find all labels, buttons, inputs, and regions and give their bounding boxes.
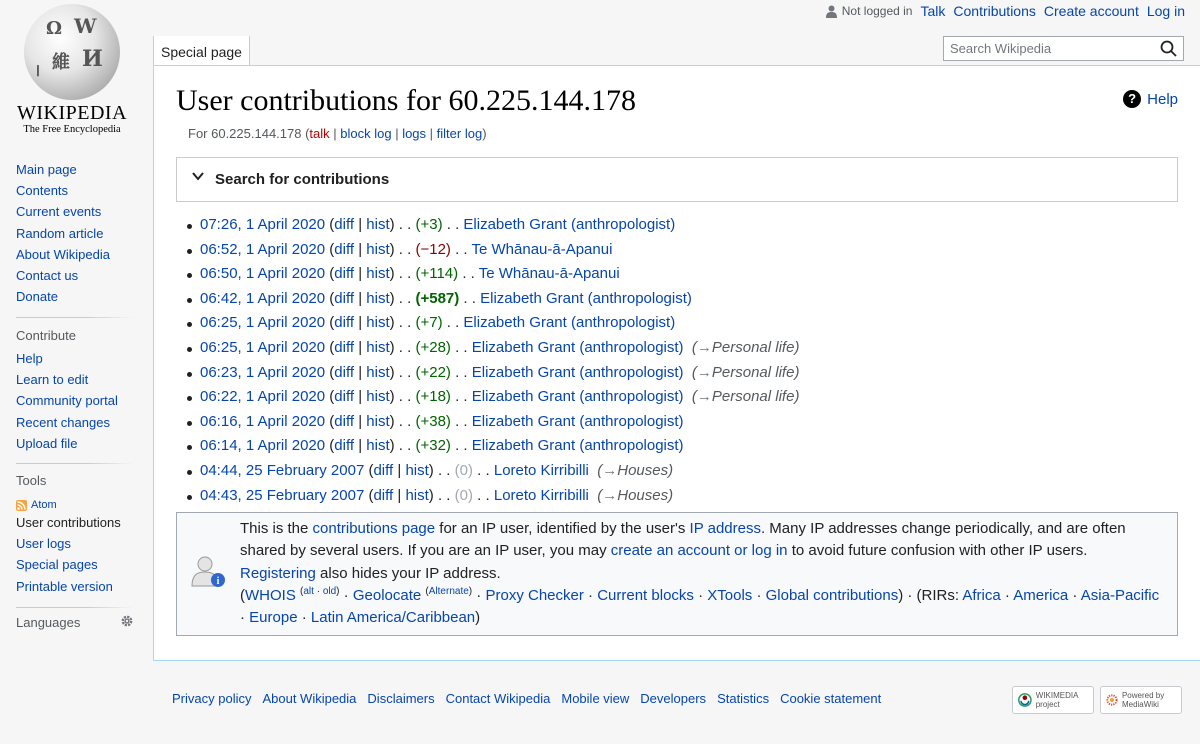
section-link[interactable]: → <box>602 461 618 479</box>
sidebar-item-atom[interactable] <box>16 497 57 513</box>
logs-link[interactable]: logs <box>402 126 427 141</box>
sidebar-item-main-page[interactable] <box>16 162 110 183</box>
help-icon: ? <box>1123 90 1141 108</box>
notice-part: to avoid future confusion with other IP users. <box>787 542 1088 560</box>
subtitle <box>188 126 487 141</box>
size-change: (+28) <box>415 338 451 356</box>
footer-link-about-wikipedia[interactable]: About Wikipedia <box>262 691 357 706</box>
section-link[interactable]: → <box>696 338 712 356</box>
edit-summary: (→Houses) <box>597 486 674 504</box>
personal-tools <box>826 3 1185 19</box>
article-link[interactable]: Elizabeth Grant (anthropologist) <box>480 289 692 307</box>
diff-link[interactable]: diff <box>334 338 355 356</box>
sidebar-item-user-logs[interactable] <box>16 536 121 557</box>
whois-alt-link[interactable]: alt <box>303 585 314 597</box>
footer-link-statistics[interactable]: Statistics <box>717 691 770 706</box>
sidebar-link[interactable]: Recent changes <box>16 414 110 430</box>
sidebar-item-user-contributions[interactable] <box>16 515 121 536</box>
mediawiki-logo-icon <box>1106 691 1118 709</box>
footer-link-cookie-statement[interactable]: Cookie statement <box>780 691 882 706</box>
sidebar-item-random-article[interactable] <box>16 226 110 247</box>
diff-link[interactable]: diff <box>373 486 394 504</box>
size-change: (−12) <box>415 240 451 258</box>
sidebar-link[interactable]: User logs <box>16 536 71 552</box>
hist-link[interactable]: hist <box>366 240 390 258</box>
sidebar-item-special-pages[interactable] <box>16 557 121 578</box>
hist-link[interactable]: hist <box>366 216 390 233</box>
sidebar-link[interactable]: Current events <box>16 204 102 220</box>
article-link[interactable]: Loreto Kirribilli <box>493 461 589 479</box>
sidebar-link[interactable]: Community portal <box>16 393 118 409</box>
footer-links <box>172 691 881 706</box>
contribution-row: 04:44, 25 February 2007 (diff | hist) . . (0) . . Loreto Kirribilli (→Houses) <box>200 459 799 484</box>
sidebar-tools <box>16 515 121 600</box>
sidebar-link[interactable]: Random article <box>16 225 104 241</box>
timestamp-link[interactable]: 06:25, 1 April 2020 <box>200 338 326 356</box>
size-change: (+7) <box>415 314 443 332</box>
size-change: (+114) <box>415 265 459 283</box>
diff-link[interactable]: diff <box>334 314 355 332</box>
diff-link[interactable]: diff <box>334 388 355 406</box>
rir-asia-pacific-link[interactable]: Asia-Pacific <box>1080 586 1160 604</box>
sidebar-link[interactable]: Main page <box>16 162 77 177</box>
sidebar-navigation <box>16 162 110 310</box>
wikipedia-logo[interactable] <box>10 4 134 134</box>
sidebar-link[interactable]: About Wikipedia <box>16 246 110 262</box>
separator-dots: . . <box>463 289 476 307</box>
powered-by-mediawiki-badge[interactable] <box>1100 686 1182 714</box>
section-name: Houses <box>617 486 669 504</box>
contribution-row: 06:50, 1 April 2020 (diff | hist) . . (+114) . . Te Whānau-ā-Apanui <box>200 262 799 287</box>
timestamp-link[interactable]: 06:16, 1 April 2020 <box>200 412 326 430</box>
size-change: (+587) <box>415 289 460 307</box>
tagline: The Free Encyclopedia <box>23 124 121 135</box>
contributions-list <box>200 213 799 508</box>
separator-dots: . . <box>398 388 412 406</box>
diff-link[interactable]: diff <box>334 216 355 233</box>
timestamp-link[interactable]: 06:42, 1 April 2020 <box>200 289 326 307</box>
search-contributions-label: Search for contributions <box>215 171 390 188</box>
log-in-link[interactable]: Log in <box>1146 3 1185 19</box>
subtitle-suffix: ) <box>482 126 487 141</box>
separator-dots: . . <box>455 437 468 455</box>
edit-summary: (→Houses) <box>597 461 674 479</box>
contribution-row: 07:26, 1 April 2020 (diff | hist) . . (+3) . . Elizabeth Grant (anthropologist) <box>200 213 799 238</box>
rir-africa-link[interactable]: Africa <box>962 586 1001 604</box>
contribution-row: 06:25, 1 April 2020 (diff | hist) . . (+28) . . Elizabeth Grant (anthropologist) (→Personal life) <box>200 336 799 361</box>
hist-link[interactable]: hist <box>366 363 390 381</box>
help-label[interactable]: Help <box>1147 90 1178 108</box>
separator-dots: . . <box>398 412 412 430</box>
wikimedia-badge-label: WIKIMEDIA project <box>1035 691 1078 709</box>
wikimedia-logo-icon <box>1018 691 1032 709</box>
block-log-link[interactable]: block log <box>340 126 392 141</box>
create-account-link[interactable]: Create account <box>1043 3 1139 19</box>
geolocate-link[interactable]: Geolocate <box>352 586 422 604</box>
contribution-row: 06:22, 1 April 2020 (diff | hist) . . (+18) . . Elizabeth Grant (anthropologist) (→Personal life) <box>200 385 799 410</box>
sidebar-item-contents[interactable] <box>16 183 110 204</box>
tab-special-page[interactable]: Special page <box>153 36 250 66</box>
svg-text:i: i <box>216 576 220 587</box>
notice-part: This is the <box>240 520 313 537</box>
sidebar-link[interactable]: Upload file <box>16 435 78 451</box>
sidebar-link[interactable]: Learn to edit <box>16 372 89 388</box>
search-icon[interactable] <box>1160 40 1177 57</box>
section-link[interactable]: → <box>696 388 712 406</box>
separator-dots: . . <box>462 265 475 283</box>
sidebar-item-learn-to-edit[interactable] <box>16 372 118 393</box>
size-change: (+3) <box>415 216 443 233</box>
hist-link[interactable]: hist <box>366 437 390 455</box>
rirs-label: RIRs: <box>921 586 960 604</box>
languages-heading: Languages <box>16 615 81 630</box>
notice-part: also hides your IP address. <box>315 564 501 582</box>
ip-user-notice <box>176 512 1178 636</box>
article-link[interactable]: Te Whānau-ā-Apanui <box>478 265 620 283</box>
contributions-link[interactable]: Contributions <box>953 3 1036 19</box>
timestamp-link[interactable]: 06:14, 1 April 2020 <box>200 437 326 455</box>
diff-link[interactable]: diff <box>334 412 355 430</box>
article-link[interactable]: Elizabeth Grant (anthropologist) <box>463 314 676 332</box>
hist-link[interactable]: hist <box>405 486 429 504</box>
separator-dots: . . <box>398 289 412 307</box>
contribution-row: 06:25, 1 April 2020 (diff | hist) . . (+7) . . Elizabeth Grant (anthropologist) <box>200 311 799 336</box>
sidebar-item-current-events[interactable] <box>16 204 110 225</box>
search-input[interactable] <box>950 41 1150 56</box>
section-name: Personal life <box>711 338 795 356</box>
sidebar-item-recent-changes[interactable] <box>16 415 118 436</box>
separator: | <box>329 126 341 141</box>
main-content <box>153 65 1200 661</box>
contribution-row: 04:43, 25 February 2007 (diff | hist) . . (0) . . Loreto Kirribilli (→Houses) <box>200 484 799 509</box>
separator-dots: . . <box>398 338 412 356</box>
sidebar-item-upload-file[interactable] <box>16 436 118 457</box>
rss-feed-icon <box>16 500 27 511</box>
edit-summary: (→Personal life) <box>691 388 800 406</box>
xtools-link[interactable]: XTools <box>707 586 753 604</box>
page-title: User contributions for 60.225.144.178 <box>176 84 636 117</box>
sidebar-divider <box>16 317 134 318</box>
sidebar-link[interactable]: Contents <box>16 183 69 199</box>
timestamp-link[interactable]: 06:52, 1 April 2020 <box>200 240 326 258</box>
ip-tools-links: (WHOIS $^{(alt \cdot old)}$ · Geolocate $^{(Alternate)}$ · Proxy Checker · Current blocks · XTools · Global contributions) · (RIRs: Africa · America · Asia-Pacific · Europe · Latin America/Caribbean) <box>240 585 1160 627</box>
separator-dots: . . <box>455 363 468 381</box>
sidebar-item-donate[interactable] <box>16 289 110 310</box>
sidebar-item-about-wikipedia[interactable] <box>16 247 110 268</box>
hist-link[interactable]: hist <box>405 461 429 479</box>
puzzle-globe-icon: Ω W 維 И ا <box>24 4 120 100</box>
sidebar-link[interactable]: User contributions <box>16 515 121 530</box>
whois-link[interactable]: WHOIS <box>245 586 296 604</box>
wordmark: WIKIPEDIA <box>16 102 128 124</box>
sidebar-item-community-portal[interactable] <box>16 393 118 414</box>
timestamp-link[interactable]: 06:23, 1 April 2020 <box>200 363 326 381</box>
talk-page-link[interactable]: talk <box>309 126 330 141</box>
edit-summary: (→Personal life) <box>691 363 800 381</box>
ip-address-link[interactable]: IP address <box>689 520 761 537</box>
notice-text <box>240 518 1163 585</box>
rir-europe-link[interactable]: Europe <box>249 609 298 627</box>
contribution-row: 06:14, 1 April 2020 (diff | hist) . . (+32) . . Elizabeth Grant (anthropologist) <box>200 434 799 459</box>
article-link[interactable]: Elizabeth Grant (anthropologist) <box>471 437 684 455</box>
footer-link-disclaimers[interactable]: Disclaimers <box>367 691 435 706</box>
size-change: (+18) <box>415 388 451 406</box>
help-link[interactable] <box>1123 90 1178 108</box>
diff-link[interactable]: diff <box>334 265 355 283</box>
size-change: (+38) <box>415 412 451 430</box>
article-link[interactable]: Elizabeth Grant (anthropologist) <box>471 412 684 430</box>
separator-dots: . . <box>455 240 468 258</box>
proxy-checker-link[interactable]: Proxy Checker <box>485 586 584 604</box>
geolocate-alternate-link[interactable]: Alternate <box>428 585 469 597</box>
chevron-down-icon <box>191 169 205 188</box>
rir-america-link[interactable]: America <box>1013 586 1069 604</box>
contribution-row: 06:52, 1 April 2020 (diff | hist) . . (−12) . . Te Whānau-ā-Apanui <box>200 238 799 263</box>
edit-summary: (→Personal life) <box>691 338 800 356</box>
timestamp-link[interactable]: 07:26, 1 April 2020 <box>200 216 326 233</box>
sidebar-contribute <box>16 351 118 457</box>
article-link[interactable]: Elizabeth Grant (anthropologist) <box>471 363 684 381</box>
article-link[interactable]: Te Whānau-ā-Apanui <box>471 240 613 258</box>
sidebar-item-contact-us[interactable] <box>16 268 110 289</box>
article-link[interactable]: Elizabeth Grant (anthropologist) <box>471 388 684 406</box>
atom-label[interactable]: Atom <box>31 499 57 511</box>
size-change: (+32) <box>415 437 451 455</box>
section-name: Personal life <box>711 363 795 381</box>
diff-link[interactable]: diff <box>334 437 355 455</box>
notice-part: for an IP user, identified by the user's <box>435 520 690 537</box>
separator-dots: . . <box>398 314 412 332</box>
contribution-row: 06:23, 1 April 2020 (diff | hist) . . (+22) . . Elizabeth Grant (anthropologist) (→Personal life) <box>200 361 799 386</box>
footer-link-privacy-policy[interactable]: Privacy policy <box>172 691 252 706</box>
separator-dots: . . <box>398 216 412 233</box>
section-link[interactable]: → <box>602 486 618 504</box>
hist-link[interactable]: hist <box>366 314 390 332</box>
hist-link[interactable]: hist <box>366 289 390 307</box>
not-logged-in <box>826 4 913 18</box>
separator: | <box>391 126 403 141</box>
separator-dots: . . <box>477 461 490 479</box>
sidebar-link[interactable]: Contact us <box>16 267 79 283</box>
separator-dots: . . <box>455 338 468 356</box>
separator-dots: . . <box>455 388 468 406</box>
footer-link-contact-wikipedia[interactable]: Contact Wikipedia <box>445 691 551 706</box>
footer-link-developers[interactable]: Developers <box>640 691 707 706</box>
separator-dots: . . <box>437 486 451 504</box>
hist-link[interactable]: hist <box>366 388 390 406</box>
contribution-row: 06:42, 1 April 2020 (diff | hist) . . (+587) . . Elizabeth Grant (anthropologist) <box>200 287 799 312</box>
sidebar-link[interactable]: Donate <box>16 289 58 305</box>
not-logged-in-label: Not logged in <box>841 4 913 18</box>
sidebar-item-printable-version[interactable] <box>16 579 121 600</box>
search-box <box>943 36 1184 61</box>
sidebar-link[interactable]: Printable version <box>16 578 113 594</box>
sidebar-divider <box>16 607 134 608</box>
article-link[interactable]: Elizabeth Grant (anthropologist) <box>471 338 684 356</box>
diff-link[interactable]: diff <box>334 289 355 307</box>
create-account-or-login-link[interactable]: create an account or log in <box>610 542 788 560</box>
size-change: (0) <box>454 461 473 479</box>
sidebar-divider <box>16 463 134 464</box>
separator-dots: . . <box>446 216 460 233</box>
article-link[interactable]: Loreto Kirribilli <box>493 486 589 504</box>
diff-link[interactable]: diff <box>334 240 355 258</box>
separator-dots: . . <box>398 437 412 455</box>
timestamp-link[interactable]: 04:44, 25 February 2007 <box>200 461 365 479</box>
separator-dots: . . <box>437 461 451 479</box>
hist-link[interactable]: hist <box>366 265 390 283</box>
notice-part: . Many IP addresses change periodically, and are often shared by several users. If you are an IP user, you may <box>240 520 1126 560</box>
timestamp-link[interactable]: 06:50, 1 April 2020 <box>200 265 326 283</box>
section-name: Houses <box>617 461 669 479</box>
ip-user-info-icon <box>191 553 227 589</box>
separator-dots: . . <box>477 486 490 504</box>
filter-log-link[interactable]: filter log <box>436 126 483 141</box>
contributions-page-link[interactable]: contributions page <box>312 520 436 537</box>
wikimedia-project-badge[interactable] <box>1012 686 1094 714</box>
separator-dots: . . <box>455 412 468 430</box>
article-link[interactable]: Elizabeth Grant (anthropologist) <box>463 216 676 233</box>
contribution-row: 06:16, 1 April 2020 (diff | hist) . . (+38) . . Elizabeth Grant (anthropologist) <box>200 410 799 435</box>
mediawiki-badge-label: Powered by MediaWiki <box>1121 691 1165 709</box>
registering-link[interactable]: Registering <box>240 564 316 582</box>
size-change: (+22) <box>415 363 451 381</box>
footer-link-mobile-view[interactable]: Mobile view <box>561 691 630 706</box>
talk-link[interactable]: Talk <box>920 3 946 19</box>
separator-dots: . . <box>446 314 460 332</box>
subtitle-prefix: For 60.225.144.178 ( <box>188 126 310 141</box>
current-blocks-link[interactable]: Current blocks <box>597 586 694 604</box>
timestamp-link[interactable]: 06:25, 1 April 2020 <box>200 314 326 332</box>
hist-link[interactable]: hist <box>366 338 390 356</box>
timestamp-link[interactable]: 06:22, 1 April 2020 <box>200 388 326 406</box>
sidebar-item-help[interactable] <box>16 351 118 372</box>
section-link[interactable]: → <box>696 363 712 381</box>
gear-icon[interactable] <box>120 614 134 628</box>
rir-latin-america-link[interactable]: Latin America/Caribbean <box>310 609 476 627</box>
separator-dots: . . <box>398 240 412 258</box>
separator-dots: . . <box>398 363 412 381</box>
sidebar-link[interactable]: Help <box>16 351 43 366</box>
diff-link[interactable]: diff <box>373 461 394 479</box>
timestamp-link[interactable]: 04:43, 25 February 2007 <box>200 486 365 504</box>
separator: | <box>426 126 437 141</box>
separator-dots: . . <box>398 265 412 283</box>
contribute-heading: Contribute <box>16 328 76 343</box>
whois-old-link[interactable]: old <box>322 585 337 597</box>
user-icon <box>826 5 837 18</box>
size-change: (0) <box>454 486 473 504</box>
diff-link[interactable]: diff <box>334 363 355 381</box>
tools-heading: Tools <box>16 473 47 488</box>
global-contributions-link[interactable]: Global contributions <box>765 586 899 604</box>
sidebar-link[interactable]: Special pages <box>16 557 98 573</box>
search-contributions-toggle[interactable] <box>176 157 1178 202</box>
hist-link[interactable]: hist <box>366 412 390 430</box>
section-name: Personal life <box>711 388 795 406</box>
